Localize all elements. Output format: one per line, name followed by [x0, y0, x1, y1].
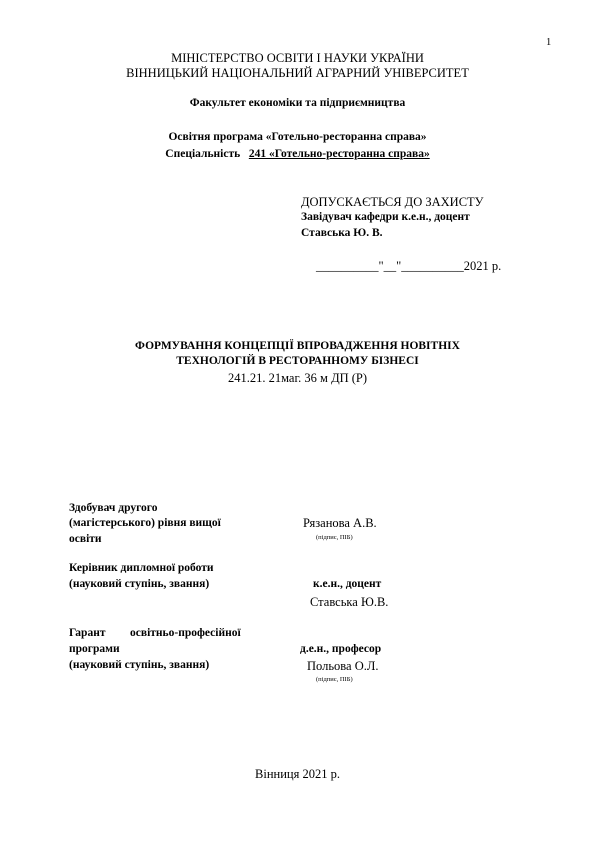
thesis-title-line-1: ФОРМУВАННЯ КОНЦЕПЦІЇ ВПРОВАДЖЕННЯ НОВІТНІХ	[135, 340, 460, 352]
supervisor-degree: к.е.н., доцент	[313, 578, 382, 590]
ministry-title: МІНІСТЕРСТВО ОСВІТИ І НАУКИ УКРАЇНИ	[171, 51, 424, 65]
specialty-label: Спеціальність	[165, 148, 241, 160]
supervisor-name: Ставська Ю.В.	[310, 595, 389, 609]
specialty-line	[0, 149, 595, 161]
supervisor-label-line-1: Керівник дипломної роботи	[69, 562, 214, 574]
approval-title: ДОПУСКАЄТЬСЯ ДО ЗАХИСТУ	[301, 195, 484, 209]
supervisor-label-line-2: (науковий ступінь, звання)	[69, 578, 210, 590]
student-name: Рязанова А.В.	[303, 516, 377, 530]
city-year: Вінниця 2021 р.	[255, 767, 340, 781]
student-label-line-1: Здобувач другого	[69, 502, 158, 514]
student-signature-caption: (підпис, ПІБ)	[316, 534, 353, 541]
guarantor-signature-caption: (підпис, ПІБ)	[316, 676, 353, 683]
page-number: 1	[546, 37, 552, 48]
guarantor-name: Польова О.Л.	[307, 659, 379, 673]
approval-name: Ставська Ю. В.	[301, 227, 383, 239]
thesis-title-line-2: ТЕХНОЛОГІЙ В РЕСТОРАННОМУ БІЗНЕСІ	[176, 355, 419, 367]
guarantor-label-line-3: (науковий ступінь, звання)	[69, 659, 210, 671]
university-title: ВІННИЦЬКИЙ НАЦІОНАЛЬНИЙ АГРАРНИЙ УНІВЕРСИТЕТ	[126, 66, 469, 80]
student-label-line-3: освіти	[69, 533, 102, 545]
specialty-value: 241 «Готельно-ресторанна справа»	[248, 148, 430, 160]
faculty-name: Факультет економіки та підприємництва	[189, 97, 406, 109]
student-label-line-2: (магістерського) рівня вищої	[69, 517, 221, 529]
guarantor-label-line-1a: Гарант	[69, 627, 106, 639]
guarantor-label-line-1b: освітньо-професійної	[130, 627, 241, 639]
approval-position: Завідувач кафедри к.е.н., доцент	[301, 211, 470, 223]
guarantor-degree: д.е.н., професор	[300, 643, 382, 655]
guarantor-label-line-2: програми	[69, 643, 120, 655]
thesis-code: 241.21. 21маг. 36 м ДП (Р)	[227, 371, 368, 385]
program-name: Освітня програма «Готельно-ресторанна справа»	[168, 131, 427, 143]
approval-date-line: __________"__"__________2021 р.	[316, 259, 502, 273]
